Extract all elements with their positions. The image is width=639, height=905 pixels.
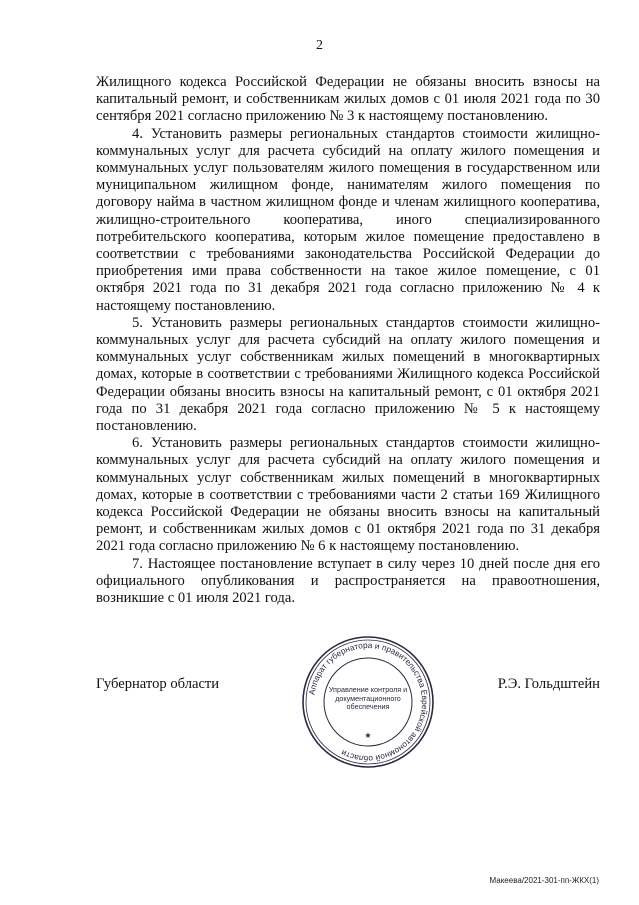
- page-number: 2: [316, 38, 323, 53]
- document-body: [96, 74, 600, 607]
- svg-text:★: ★: [364, 731, 372, 740]
- signatory-name: Р.Э. Гольдштейн: [497, 676, 600, 692]
- signatory-title: Губернатор области: [96, 676, 220, 692]
- document-reference: Макеева/2021-301-пп-ЖКХ(1): [489, 876, 599, 885]
- paragraph-item-6: 6. Установить размеры региональных стандартов стоимости жилищно-коммунальных услуг для расчета субсидий на оплату жилого помещения и коммунальных услуг собственникам жилых помещений в многоквартирных домах, которые в соответствии с требованиями части 2 статьи 169 Жилищного кодекса Российской Федерации не обязаны вносить взносы на капитальный ремонт, и собственникам жилых домов с 01 октября 2021 года по 31 декабря 2021 года согласно приложению № 6 к настоящему постановлению.: [96, 435, 600, 555]
- paragraph-item-4: 4. Установить размеры региональных стандартов стоимости жилищно-коммунальных услуг для расчета субсидий на оплату жилого помещения и коммунальных услуг пользователям жилого помещения в государственном или муниципальном жилищном фонде, нанимателям жилого помещения по договору найма в частном жилищном фонде и членам жилищного кооператива, жилищно-строительного кооператива, иного специализированного потребительского кооператива, которым жилое помещение предоставлено в соответствии с требованиями законодательства Российской Федерации до приобретения ими права собственности на такое жилое помещение, с 01 октября 2021 года по 31 декабря 2021 года согласно приложению № 4 к настоящему постановлению.: [96, 125, 600, 314]
- stamp-center-line: обеспечения: [346, 702, 390, 711]
- stamp-center-text: [328, 686, 408, 712]
- stamp-center-line: документационного: [335, 693, 401, 703]
- stamp-center-line: Управление контроля и: [328, 685, 408, 694]
- paragraph-continuation: Жилищного кодекса Российской Федерации не обязаны вносить взносы на капитальный ремонт, и собственникам жилых домов с 01 июля 2021 года по 30 сентября 2021 согласно приложению № 3 к настоящему постановлению.: [96, 74, 600, 125]
- paragraph-item-7: 7. Настоящее постановление вступает в силу через 10 дней после дня его официального опубликования и распространяется на правоотношения, возникшие с 01 июля 2021 года.: [96, 555, 600, 607]
- official-stamp: [300, 634, 436, 770]
- svg-text:Аппарат губернатора и правител: Аппарат губернатора и правительства Еврейской автономной области: [306, 639, 431, 765]
- paragraph-item-5: 5. Установить размеры региональных стандартов стоимости жилищно-коммунальных услуг для расчета субсидий на оплату жилого помещения и коммунальных услуг собственникам жилых помещений в многоквартирных домах, которые в соответствии с требованиями Жилищного кодекса Российской Федерации обязаны вносить взносы на капитальный ремонт, с 01 октября 2021 года по 31 декабря 2021 года согласно приложению № 5 к настоящему постановлению.: [96, 314, 600, 435]
